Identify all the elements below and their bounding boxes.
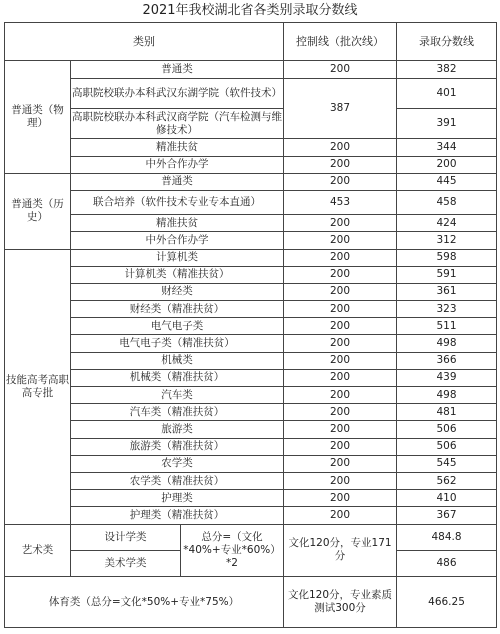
row-control: 200	[284, 369, 397, 386]
table-row	[5, 301, 497, 318]
table-row	[5, 249, 497, 266]
table-row	[5, 335, 497, 352]
row-category: 精准扶贫	[71, 215, 284, 232]
row-category: 旅游类	[71, 421, 284, 438]
table-row	[5, 266, 497, 283]
row-control: 200	[284, 404, 397, 421]
header-category: 类别	[5, 23, 284, 61]
table-row	[5, 507, 497, 524]
row-score: 344	[397, 139, 497, 156]
art-control: 文化120分，专业171分	[284, 524, 397, 577]
row-control: 200	[284, 352, 397, 369]
group-history: 普通类（历史）	[5, 173, 71, 249]
row-category: 计算机类	[71, 249, 284, 266]
row-category: 农学类（精准扶贫）	[71, 472, 284, 489]
row-control: 200	[284, 490, 397, 507]
page-title: 2021年我校湖北省各类别录取分数线	[142, 3, 358, 18]
row-score: 391	[397, 108, 497, 138]
row-category: 计算机类（精准扶贫）	[71, 266, 284, 283]
row-category: 电气电子类	[71, 318, 284, 335]
row-category: 护理类	[71, 490, 284, 507]
table-row	[5, 61, 497, 78]
row-category: 设计学类	[71, 524, 181, 550]
row-category: 高职院校联办本科武汉商学院（汽车检测与维修技术）	[71, 108, 284, 138]
row-control: 200	[284, 318, 397, 335]
table-row	[5, 577, 497, 628]
table-row	[5, 108, 497, 138]
row-control: 200	[284, 215, 397, 232]
table-header-row	[5, 23, 497, 61]
row-score: 506	[397, 438, 497, 455]
row-score: 562	[397, 472, 497, 489]
row-score: 458	[397, 190, 497, 214]
row-category: 精准扶贫	[71, 139, 284, 156]
row-category: 机械类（精准扶贫）	[71, 369, 284, 386]
row-control: 200	[284, 472, 397, 489]
row-control: 453	[284, 190, 397, 214]
row-control: 200	[284, 283, 397, 300]
row-category: 农学类	[71, 455, 284, 472]
row-control: 200	[284, 139, 397, 156]
row-score: 445	[397, 173, 497, 190]
row-category: 汽车类（精准扶贫）	[71, 404, 284, 421]
group-skills: 技能高考高职高专批	[5, 249, 71, 524]
row-score: 439	[397, 369, 497, 386]
row-control: 200	[284, 232, 397, 249]
row-control: 200	[284, 249, 397, 266]
row-score: 366	[397, 352, 497, 369]
admission-score-table	[4, 22, 497, 628]
row-category: 美术学类	[71, 550, 181, 576]
header-admission-score: 录取分数线	[397, 23, 497, 61]
table-row	[5, 387, 497, 404]
row-control: 387	[284, 78, 397, 139]
row-score: 545	[397, 455, 497, 472]
row-category: 普通类	[71, 173, 284, 190]
row-score: 498	[397, 335, 497, 352]
row-score: 598	[397, 249, 497, 266]
table-row	[5, 421, 497, 438]
table-row	[5, 490, 497, 507]
row-score: 486	[397, 550, 497, 576]
table-row	[5, 524, 497, 550]
table-row	[5, 472, 497, 489]
row-category: 联合培养（软件技术专业专本直通）	[71, 190, 284, 214]
row-score: 484.8	[397, 524, 497, 550]
row-score: 312	[397, 232, 497, 249]
row-control: 200	[284, 301, 397, 318]
table-row	[5, 283, 497, 300]
row-score: 382	[397, 61, 497, 78]
row-category: 电气电子类（精准扶贫）	[71, 335, 284, 352]
table-row	[5, 455, 497, 472]
art-formula: 总分=（文化*40%+专业*60%）*2	[181, 524, 284, 577]
sports-control: 文化120分，专业素质测试300分	[284, 577, 397, 628]
row-score: 511	[397, 318, 497, 335]
table-row	[5, 173, 497, 190]
row-score: 401	[397, 78, 497, 108]
row-control: 200	[284, 156, 397, 173]
row-category: 财经类	[71, 283, 284, 300]
row-score: 506	[397, 421, 497, 438]
row-category: 汽车类	[71, 387, 284, 404]
group-art: 艺术类	[5, 524, 71, 577]
table-row	[5, 139, 497, 156]
row-score: 323	[397, 301, 497, 318]
group-sports: 体育类（总分=文化*50%+专业*75%）	[5, 577, 284, 628]
table-row	[5, 438, 497, 455]
table-row	[5, 215, 497, 232]
row-control: 200	[284, 455, 397, 472]
row-score: 410	[397, 490, 497, 507]
table-row	[5, 232, 497, 249]
row-score: 481	[397, 404, 497, 421]
table-row	[5, 156, 497, 173]
table-row	[5, 190, 497, 214]
table-row	[5, 404, 497, 421]
table-row	[5, 369, 497, 386]
sports-score: 466.25	[397, 577, 497, 628]
table-row	[5, 352, 497, 369]
header-control-line: 控制线（批次线）	[284, 23, 397, 61]
row-category: 高职院校联办本科武汉东湖学院（软件技术）	[71, 78, 284, 108]
row-score: 591	[397, 266, 497, 283]
row-score: 424	[397, 215, 497, 232]
row-control: 200	[284, 173, 397, 190]
row-score: 498	[397, 387, 497, 404]
row-control: 200	[284, 266, 397, 283]
row-control: 200	[284, 387, 397, 404]
row-category: 财经类（精准扶贫）	[71, 301, 284, 318]
group-physics: 普通类（物理）	[5, 61, 71, 173]
row-category: 普通类	[71, 61, 284, 78]
row-control: 200	[284, 438, 397, 455]
table-row	[5, 318, 497, 335]
row-control: 200	[284, 335, 397, 352]
row-category: 旅游类（精准扶贫）	[71, 438, 284, 455]
row-score: 200	[397, 156, 497, 173]
row-control: 200	[284, 61, 397, 78]
row-control: 200	[284, 507, 397, 524]
row-control: 200	[284, 421, 397, 438]
row-score: 361	[397, 283, 497, 300]
row-category: 机械类	[71, 352, 284, 369]
row-category: 中外合作办学	[71, 156, 284, 173]
row-score: 367	[397, 507, 497, 524]
table-row	[5, 78, 497, 108]
row-category: 中外合作办学	[71, 232, 284, 249]
row-category: 护理类（精准扶贫）	[71, 507, 284, 524]
